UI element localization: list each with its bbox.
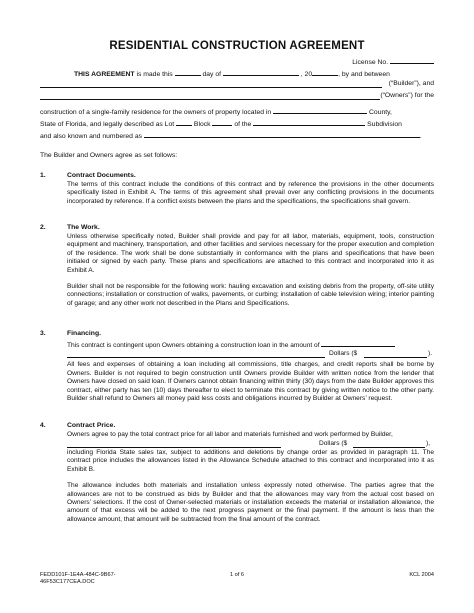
section-number: 1. — [40, 172, 46, 179]
section-contract-price — [40, 422, 434, 524]
owners-name-blank[interactable] — [40, 92, 380, 100]
builder-tag: (“Builder”), and — [388, 80, 434, 87]
by-and-between-text: , by and between — [338, 71, 390, 78]
builder-line — [40, 80, 434, 89]
address-blank[interactable] — [144, 130, 420, 138]
county-text: County, — [369, 109, 392, 116]
dollars-text: Dollars ($ — [329, 350, 358, 358]
owners-line — [40, 92, 434, 101]
paragraph: including Florida State sales tax, subject to additions and deletions by change order as provided in paragraph 11. The contract price includes the allowances listed in the Allowance Schedule attached to this contract and incorporated into it as Exhibit B. — [67, 449, 434, 473]
period-text: . — [419, 133, 422, 140]
section-the-work — [40, 224, 434, 308]
construction-line — [40, 106, 434, 118]
paragraph: All fees and expenses of obtaining a loan including all commissions, title charges, and credit reports shall be borne by Owners. Builder is not required to begin construction until Owners provide Builder with written notice from the lender that Owners have closed on said loan. If Owners cannot obtain financing within thirty (30) days from the date Builder approves this contract, either party has ten (10) days thereafter to elect to terminate this contract by giving written notice to the other party. Builder shall refund to Owners all money paid less costs and obligations incurred by Builder at Owners’ request. — [67, 361, 434, 403]
price-lead-text: Owners agree to pay the total contract price for all labor and materials furnished and work performed by Builder, — [67, 431, 393, 438]
of-the-text: of the — [234, 121, 252, 128]
paragraph: Builder shall not be responsible for the following work: hauling excavation and existing debris from the property, off-site utility connections; installation or construction of walks, pavements, or curbing; installation of cable television wiring; interior painting of garage; and any other work not described in the Plans and Specifications. — [67, 283, 434, 307]
block-blank[interactable] — [212, 118, 232, 126]
loan-dollars-line — [67, 350, 434, 359]
agree-line: The Builder and Owners agree as set follows: — [40, 152, 178, 159]
year-prefix-text: , 20 — [300, 71, 313, 78]
subdivision-text: Subdivision — [367, 121, 402, 128]
footer-page-number: 1 of 6 — [230, 572, 244, 578]
price-close-text: ), — [426, 440, 431, 447]
section-title: Financing. — [67, 330, 101, 337]
section-heading — [40, 330, 434, 339]
loan-amount-blank[interactable] — [321, 339, 395, 347]
section-title: Contract Price. — [67, 422, 116, 429]
section-heading — [40, 224, 434, 233]
section-title: Contract Documents. — [67, 172, 136, 179]
loan-figure-blank[interactable] — [364, 350, 427, 358]
agreement-lead: THIS AGREEMENT — [74, 71, 135, 78]
block-text: Block — [193, 121, 211, 128]
price-dollars-line — [67, 440, 434, 449]
section-contract-documents — [40, 172, 434, 206]
state-of-text: State of Florida, and legally described as Lot — [40, 121, 175, 128]
construction-of-text: construction of a single-family residence for the owners of property located in — [40, 109, 272, 116]
financing-lead-line — [67, 339, 434, 350]
also-known-text: and also known and numbered as — [40, 133, 143, 140]
license-blank[interactable] — [390, 56, 434, 64]
price-dollars-text: Dollars ($ — [319, 440, 348, 447]
document-title: RESIDENTIAL CONSTRUCTION AGREEMENT — [109, 40, 365, 52]
section-heading — [40, 422, 434, 431]
owners-tag: (“Owners”) for the — [380, 92, 434, 99]
intro-line-1 — [40, 68, 434, 80]
day-blank[interactable] — [175, 68, 201, 76]
loan-words-blank[interactable] — [67, 350, 325, 358]
section-number: 4. — [40, 422, 46, 429]
license-label: License No. — [352, 59, 389, 66]
financing-lead-text: This contract is contingent upon Owners obtaining a construction loan in the amount of — [67, 342, 320, 349]
paragraph: The allowance includes both materials and installation unless expressly noted otherwise. The parties agree that the allowances are not to be construed as bids by Builder and that the allowances may vary from the actual cost based on Owners’ selections. If the cost of Owner-selected materials or installation exceeds the material or installation allowance, the amount of that excess will be added to the next progress payment or the final payment. If the amount is less than the allowance amount, that amount will be subtracted from the final amount of the contract. — [67, 482, 434, 523]
paragraph: Unless otherwise specifically noted, Builder shall provide and pay for all labor, materials, equipment, tools, construction equipment and machinery, transportation, and other facilities and services necessary for the proper execution and completion of the residence. The work shall be done substantially in conformance with the plans and specifications that have been initialed or signed by each party. These plans and specifications are attached to this contract and incorporated into it as Exhibit A. — [67, 233, 434, 274]
paragraph: The terms of this contract include the conditions of this contract and by reference the provisions in the other documents specifically listed in Exhibit A. The terms of this agreement shall prevail over any conflicting provisions in the documents incorporated by reference. If a conflict exists between the plans and the specifications, the specifications shall govern. — [67, 181, 434, 205]
builder-name-blank[interactable] — [40, 80, 382, 88]
section-number: 3. — [40, 330, 46, 337]
footer-revision: KCL 2004 — [409, 572, 434, 578]
county-blank[interactable] — [273, 106, 367, 114]
month-blank[interactable] — [223, 68, 299, 76]
price-figure-blank[interactable] — [353, 440, 425, 448]
year-blank[interactable] — [312, 68, 338, 76]
section-financing — [40, 330, 434, 403]
dollars-close-text: ). — [428, 350, 433, 358]
footer-doc-id-line-1: FEDD101F-1E4A-484C-9B67- — [40, 572, 116, 578]
address-line — [40, 130, 434, 142]
section-heading — [40, 172, 434, 181]
footer-doc-id-line-2: 46F53C177CEA.DOC — [40, 579, 95, 585]
license-number-field — [352, 56, 434, 68]
lot-blank[interactable] — [176, 118, 192, 126]
made-this-text: is made this — [136, 71, 173, 78]
day-of-text: day of — [202, 71, 221, 78]
section-number: 2. — [40, 224, 46, 231]
section-title: The Work. — [67, 224, 100, 231]
price-words-blank[interactable] — [67, 440, 281, 448]
subdivision-blank[interactable] — [253, 118, 365, 126]
legal-description-line — [40, 118, 434, 130]
